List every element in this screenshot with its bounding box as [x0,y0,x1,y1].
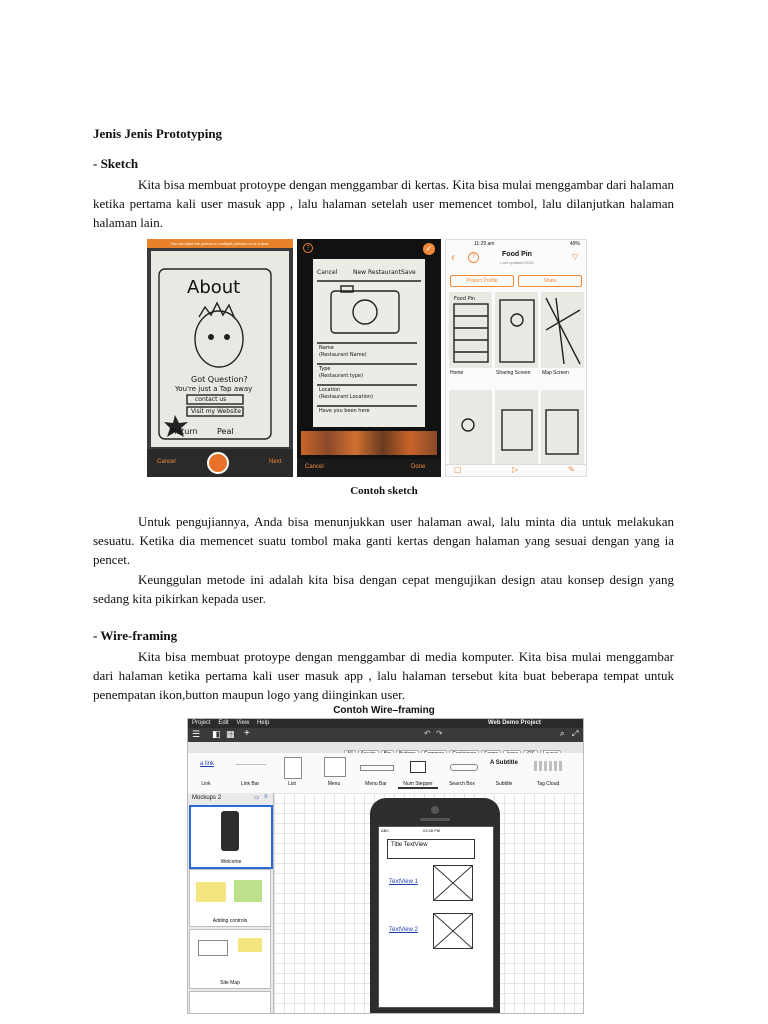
editor-cancel-button[interactable]: Cancel [305,464,324,470]
menu-edit[interactable]: Edit [218,720,229,726]
title-textview-box[interactable] [387,839,475,859]
lib-menu[interactable]: Menu [327,781,341,787]
list-preview [284,757,302,779]
toolbar [188,728,583,742]
field-type-hint: (Restaurant type) [319,373,364,379]
undo-icon[interactable]: ↶ [424,729,431,738]
add-icon[interactable]: + [244,728,250,739]
lib-num-stepper[interactable]: Num Stepper [398,781,438,789]
compose-icon[interactable]: ✎ [568,465,575,474]
textview-1[interactable]: TextView 1 [389,879,418,885]
phone-mockup[interactable] [370,798,500,1014]
help-icon[interactable]: ? [303,243,313,253]
sketch-peal-label: Peal [217,427,234,436]
title-textview: Title TextView [391,842,428,848]
image-placeholder-2[interactable] [433,913,473,949]
photo-banner: You can take the picture in multiple pictures or at a time. [147,239,293,248]
advantage-paragraph: Keunggulan metode ini adalah kita bisa dengan cepat mengujikan design atau konsep design yang sedang kita pikirkan kepada user. [93,572,674,606]
mockup-thumb-welcome[interactable] [189,805,273,869]
hamburger-menu-icon[interactable]: ☰ [192,729,201,739]
collapse-icon[interactable]: ▭ [254,795,260,801]
menu-bar-preview [360,765,394,771]
menu-help[interactable]: Help [256,720,270,726]
redo-icon[interactable]: ↷ [436,729,443,738]
mockup-thumb-adding-controls[interactable] [189,869,271,927]
wireframe-tool-screenshot [187,718,584,1014]
sketch-photo-new-restaurant [297,239,441,477]
field-location-hint: (Restaurant Location) [319,394,374,400]
field-type: Type [319,366,331,372]
sketch-caption: Contoh sketch [350,485,418,497]
window-title: Web Demo Project [488,720,541,726]
sketch-tagline: You're just a Tap away [175,385,253,393]
mockups-header [192,795,221,801]
textview-2[interactable]: TextView 2 [389,927,418,933]
sketch-contact-button: contact us [195,396,227,403]
subtitle-preview: A Subtitle [490,760,518,766]
lib-search-box[interactable]: Search Box [449,781,475,787]
camera-icon[interactable]: ▢ [454,465,462,474]
sketch-heading: - Sketch [93,156,139,171]
fullscreen-icon[interactable]: ⤢ [572,729,579,738]
wireframe-paragraph: Kita bisa membuat protoype dengan menggambar di media komputer. Kita bisa mulai menggambar dari halaman ketika pertama kali user masuk app , lalu halaman tersebut kita buat beberapa tempat untuk penempatan ikon,button maupun logo yang diinginkan user. [93,649,674,702]
filter-strip[interactable] [301,431,437,455]
sketch-photo-food-pin [445,239,587,477]
field-been-here: Have you been here [319,408,370,414]
phone-screen [378,826,494,1008]
menu-bar [188,719,583,728]
wireframe-heading: - Wire-framing [93,628,178,643]
page-title: Jenis Jenis Prototyping [93,126,223,141]
thumb-label-home: Home [450,370,464,376]
link-bar-preview [236,764,266,765]
sketch-question: Got Question? [191,375,248,384]
status-battery: 49% [569,241,580,247]
thumb-label-sharing: Sharing Screen [496,370,531,376]
app-title: Food Pin [502,251,532,258]
mockups-count: 2 [217,795,222,801]
help-icon[interactable]: ? [468,252,479,263]
checkmark-icon[interactable]: ✓ [423,243,435,255]
wireframe-caption: Contoh Wire–framing [333,705,435,716]
camera-next-button[interactable]: Next [269,459,282,465]
design-canvas[interactable] [274,793,583,1013]
menu-project[interactable]: Project [192,720,211,726]
app-subtitle: Last updated 2015 [500,260,534,265]
sketch-drawing [147,239,293,477]
link-preview: a link [200,761,215,767]
sketch-return-label: Return [171,427,198,436]
project-profile-button[interactable]: Project Profile [450,275,514,287]
thumb-food-pin-title: Food Pin [454,296,476,302]
back-chevron-icon[interactable]: ‹ [451,250,455,264]
lib-list[interactable]: List [288,781,296,787]
field-location: Location [319,387,341,393]
sketch-title: About [187,277,241,298]
mockups-label: Mockups [192,795,217,801]
search-box-preview [450,764,478,771]
menu-view[interactable]: View [236,720,250,726]
camera-cancel-button[interactable]: Cancel [157,459,176,465]
sketch-photo-about [147,239,293,477]
phone-carrier: ABC [381,828,390,833]
mockups-sidebar [188,793,274,1013]
image-placeholder-1[interactable] [433,865,473,901]
sketch2-cancel: Cancel [317,269,338,276]
editor-done-button[interactable]: Done [411,464,426,470]
sketch2-title: New Restaurant [353,269,401,276]
sketch-drawing-3 [446,240,587,477]
grid-view-icon[interactable]: ▦ [226,729,235,739]
panel-toggle-icon[interactable]: ◧ [212,729,221,739]
lib-link-bar[interactable]: Link Bar [240,781,260,787]
shutter-button[interactable] [207,452,229,474]
lib-tag-cloud[interactable]: Tag Cloud [536,781,560,787]
filter-icon[interactable]: ▽ [571,252,578,261]
mockup-thumb-site-map[interactable] [189,929,271,989]
menu-preview [324,757,346,777]
play-icon[interactable]: ▷ [512,465,519,474]
sketch2-save: Save [401,269,416,276]
num-stepper-preview [410,761,426,773]
mockup-thumb-more[interactable] [189,991,271,1014]
testing-paragraph: Untuk pengujiannya, Anda bisa menunjukkan user halaman awal, lalu minta dia untuk melakukan sesuatu. Ketika dia memencet suatu tombol maka ganti kertas dengan halaman yang sesuai dengan yang ia pencet. [93,514,674,567]
field-name: Name [319,345,334,351]
list-view-icon[interactable]: ≡ [264,794,268,800]
phone-time: 03:28 PM [423,828,441,833]
share-button[interactable]: Share [518,275,582,287]
component-library [188,753,583,794]
lib-subtitle[interactable]: Subtitle [495,781,513,787]
search-icon[interactable]: ⌕ [560,729,565,738]
sketch-website-button: Visit my Website [191,408,241,415]
thumb-label-map: Map Screen [542,370,569,376]
field-name-hint: (Restaurant Name) [319,352,367,358]
thumb-label-welcome: Welcome [220,859,242,865]
thumb-label-adding-controls: Adding controls [212,918,248,924]
lib-menu-bar[interactable]: Menu Bar [365,781,387,787]
thumb-label-site-map: Site Map [220,980,240,986]
sketch-intro-paragraph: Kita bisa membuat protoype dengan menggambar di kertas. Kita bisa mulai menggambar dari halaman ketika pertama kali user masuk app , lalu halaman setelah user memencet tombol, lalu dilanjutkan halaman halaman lain. [93,177,674,230]
tag-cloud-preview [534,761,562,771]
status-time: 11:29 am [474,241,495,247]
lib-link[interactable]: Link [201,781,211,787]
